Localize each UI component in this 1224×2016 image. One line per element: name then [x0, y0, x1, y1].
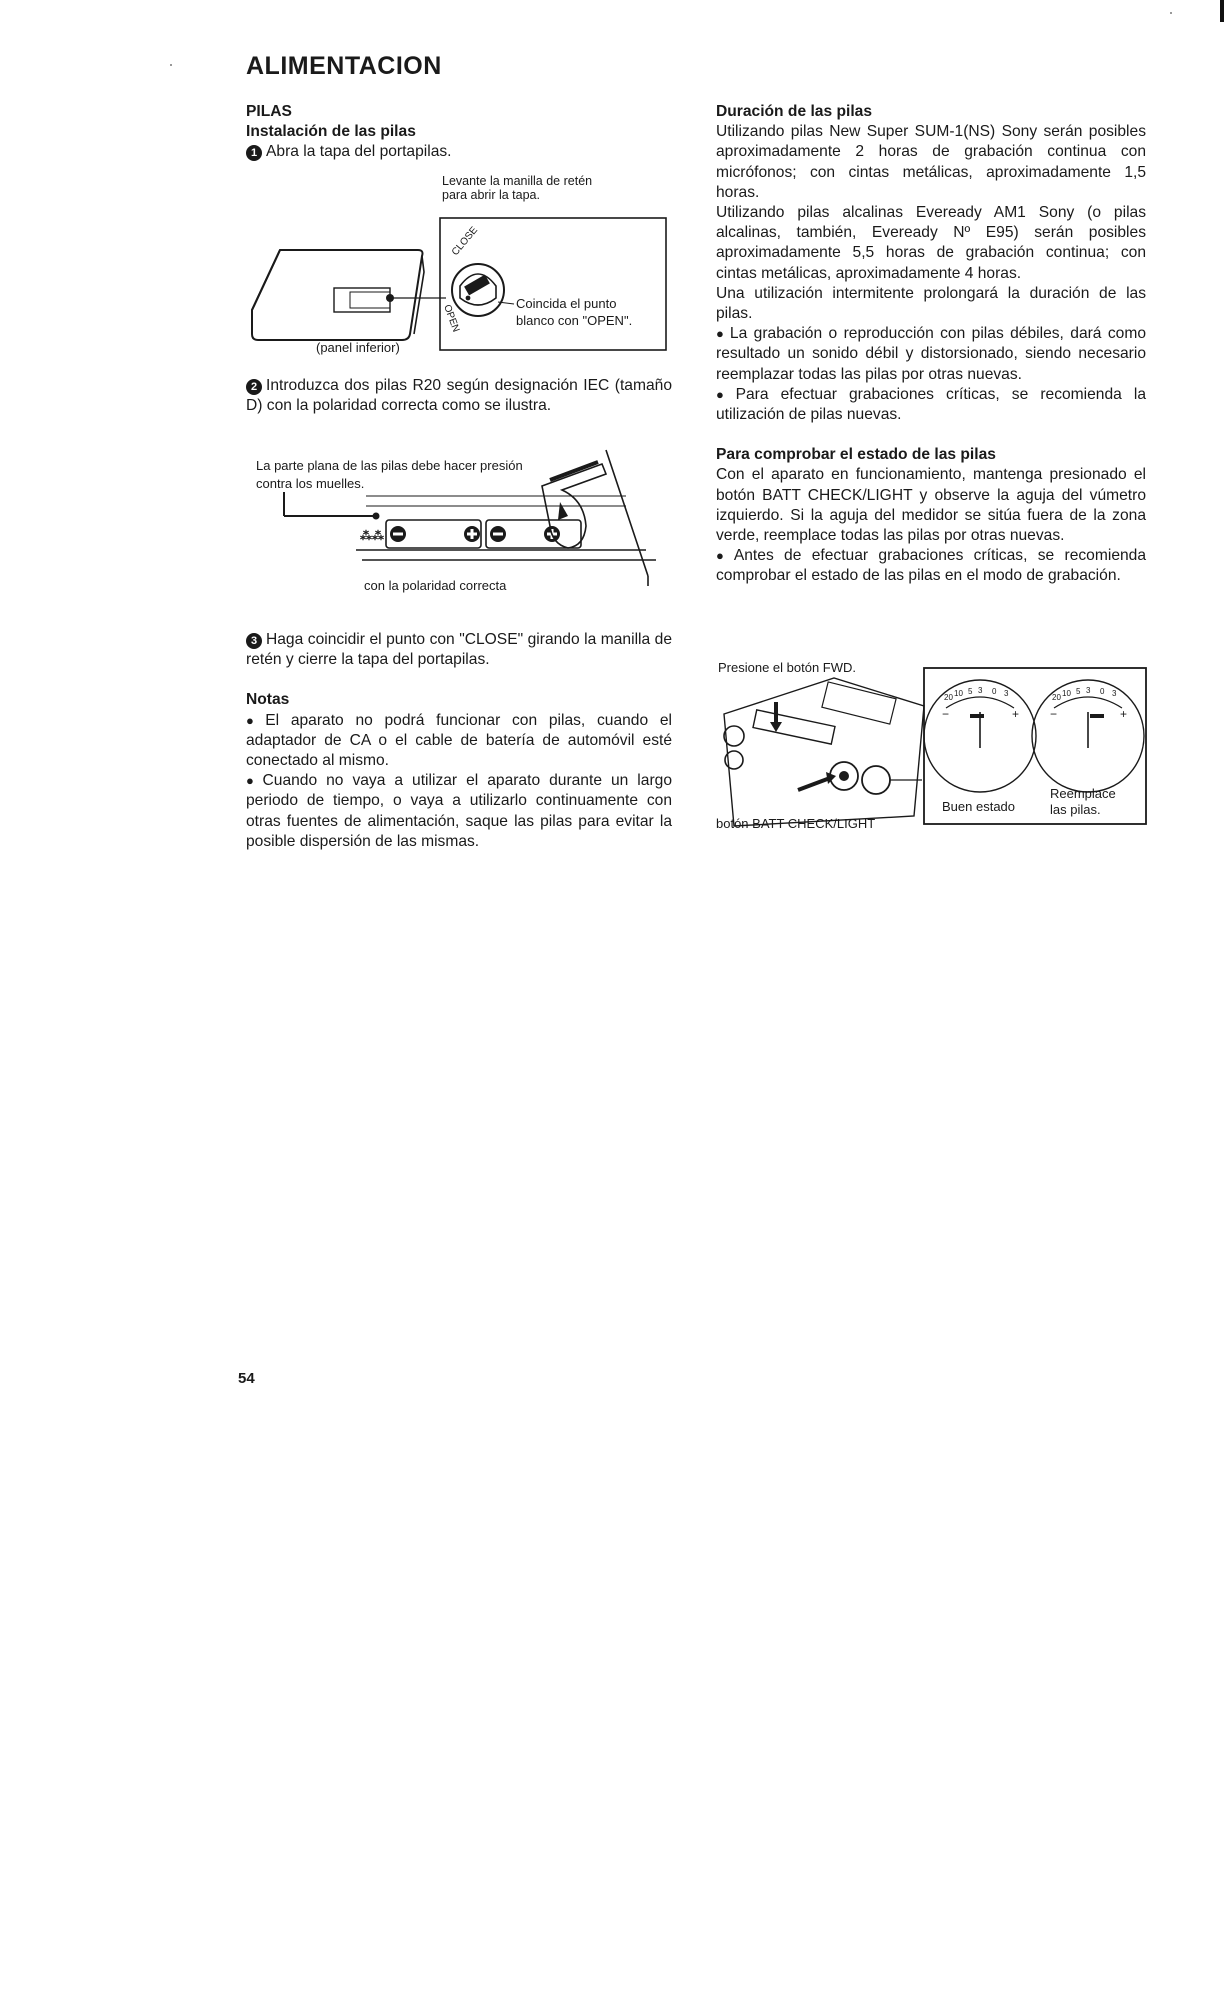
step-number-2: 2 [246, 379, 262, 395]
notes-heading: Notas [246, 691, 290, 709]
match-label-1: Coincida el punto [516, 296, 617, 311]
close-marking: CLOSE [449, 224, 481, 258]
note-1: ● El aparato no podrá funcionar con pilas, cuando el adaptador de CA o el cable de batería de automóvil esté conectado al mismo. [246, 711, 672, 770]
push-arrow [558, 502, 568, 520]
check-paragraph: Con el aparato en funcionamiento, mantenga presionado el botón BATT CHECK/LIGHT y observe la aguja del vúmetro izquierdo. Si la aguja del medidor se sitúa fuera de la zona verde, reemplace todas las pilas por otras nuevas. [716, 466, 1146, 545]
svg-text:0: 0 [992, 687, 997, 696]
right-column [716, 102, 1146, 587]
open-marking: OPEN [441, 303, 462, 334]
good-condition-label: Buen estado [942, 799, 1016, 814]
step-number-1: 1 [246, 145, 262, 161]
left-column [246, 102, 672, 163]
page-number: 54 [238, 1370, 255, 1387]
svg-text:+: + [1012, 707, 1020, 721]
svg-text:−: − [942, 707, 950, 721]
fwd-arrow [770, 722, 782, 732]
section-heading-pilas: PILAS [246, 103, 292, 120]
svg-text:3: 3 [1086, 686, 1091, 695]
subheading-installation: Instalación de las pilas [246, 123, 416, 141]
svg-text:−: − [1050, 707, 1058, 721]
check-heading: Para comprobar el estado de las pilas [716, 446, 996, 464]
duration-bullet-1: ● La grabación o reproducción con pilas débiles, dará como resultado un sonido débil y distorsionado, siendo necesario reemplazar todas las pilas por otras nuevas. [716, 325, 1147, 383]
duration-heading: Duración de las pilas [716, 103, 872, 120]
duration-paragraph-1: Utilizando pilas New Super SUM-1(NS) Sony serán posibles aproximadamente 2 horas de grabación continua con micrófonos; con cintas metálicas, aproximadamente 1,5 horas. [716, 123, 1146, 201]
step-1: 1 Abra la tapa del portapilas. [246, 142, 672, 162]
polarity-label: con la polaridad correcta [364, 578, 507, 593]
page-edge-mark [1220, 0, 1224, 22]
panel-label: (panel inferior) [316, 340, 400, 355]
page-title: ALIMENTACION [246, 52, 442, 80]
svg-text:10: 10 [954, 689, 963, 698]
meter-good [924, 680, 1036, 792]
svg-text:+: + [1120, 707, 1128, 721]
duration-paragraph-2: Utilizando pilas alcalinas Eveready AM1 Sony (o pilas alcalinas, también, Eveready Nº E95) serán posibles aproximadamente 5,5 horas de grabación continua; con cintas metálicas, aproximadamente 4 horas. [716, 204, 1146, 282]
lever-label-1: Levante la manilla de retén [442, 174, 593, 188]
svg-text:10: 10 [1062, 689, 1071, 698]
match-label-2: blanco con "OPEN". [516, 313, 633, 328]
svg-text:3: 3 [1112, 689, 1117, 698]
lever-label-2: para abrir la tapa. [442, 188, 540, 202]
svg-text:3: 3 [978, 686, 983, 695]
note-2: ● Cuando no vaya a utilizar el aparato durante un largo periodo de tiempo, o vaya a utilizarlo continuamente con otras fuentes de alimentación, saque las pilas para evitar la posible dispersión de las mismas. [246, 772, 672, 850]
step-3: 3 Haga coincidir el punto con "CLOSE" girando la manilla de retén y cierre la tapa del portapilas. [246, 631, 672, 669]
batt-button-label: botón BATT CHECK/LIGHT [716, 816, 876, 831]
svg-text:3: 3 [1004, 689, 1009, 698]
scan-speck [170, 64, 172, 66]
left-lower-block [246, 630, 672, 852]
svg-text:5: 5 [968, 687, 973, 696]
flat-side-label-1: La parte plana de las pilas debe hacer presión [256, 458, 523, 473]
check-bullet-1: ● Antes de efectuar grabaciones críticas, se recomienda comprobar el estado de las pilas en el modo de grabación. [716, 547, 1147, 585]
battery-insertion-figure [246, 440, 676, 600]
step-2-block [246, 376, 672, 416]
scan-speck [1170, 12, 1172, 14]
battery-check-figure [714, 656, 1150, 836]
step-2: 2 Introduzca dos pilas R20 según designación IEC (tamaño D) con la polaridad correcta como se ilustra. [246, 377, 672, 415]
flat-side-label-2: contra los muelles. [256, 476, 365, 491]
svg-text:0: 0 [1100, 687, 1105, 696]
fwd-label: Presione el botón FWD. [718, 660, 857, 675]
step-number-3: 3 [246, 633, 262, 649]
meter-replace [1032, 680, 1144, 792]
replace-label-2: las pilas. [1050, 802, 1101, 817]
replace-label-1: Reemplace [1050, 786, 1116, 801]
svg-text:5: 5 [1076, 687, 1081, 696]
recorder-outline [252, 250, 423, 340]
battery-cover-figure [246, 170, 676, 370]
spring-marks: ⁂⁂ [360, 529, 384, 543]
duration-paragraph-3: Una utilización intermitente prolongará la duración de las pilas. [716, 284, 1146, 323]
svg-text:20: 20 [944, 693, 953, 702]
duration-bullet-2: ● Para efectuar grabaciones críticas, se recomienda la utilización de pilas nuevas. [716, 385, 1146, 424]
svg-text:20: 20 [1052, 693, 1061, 702]
